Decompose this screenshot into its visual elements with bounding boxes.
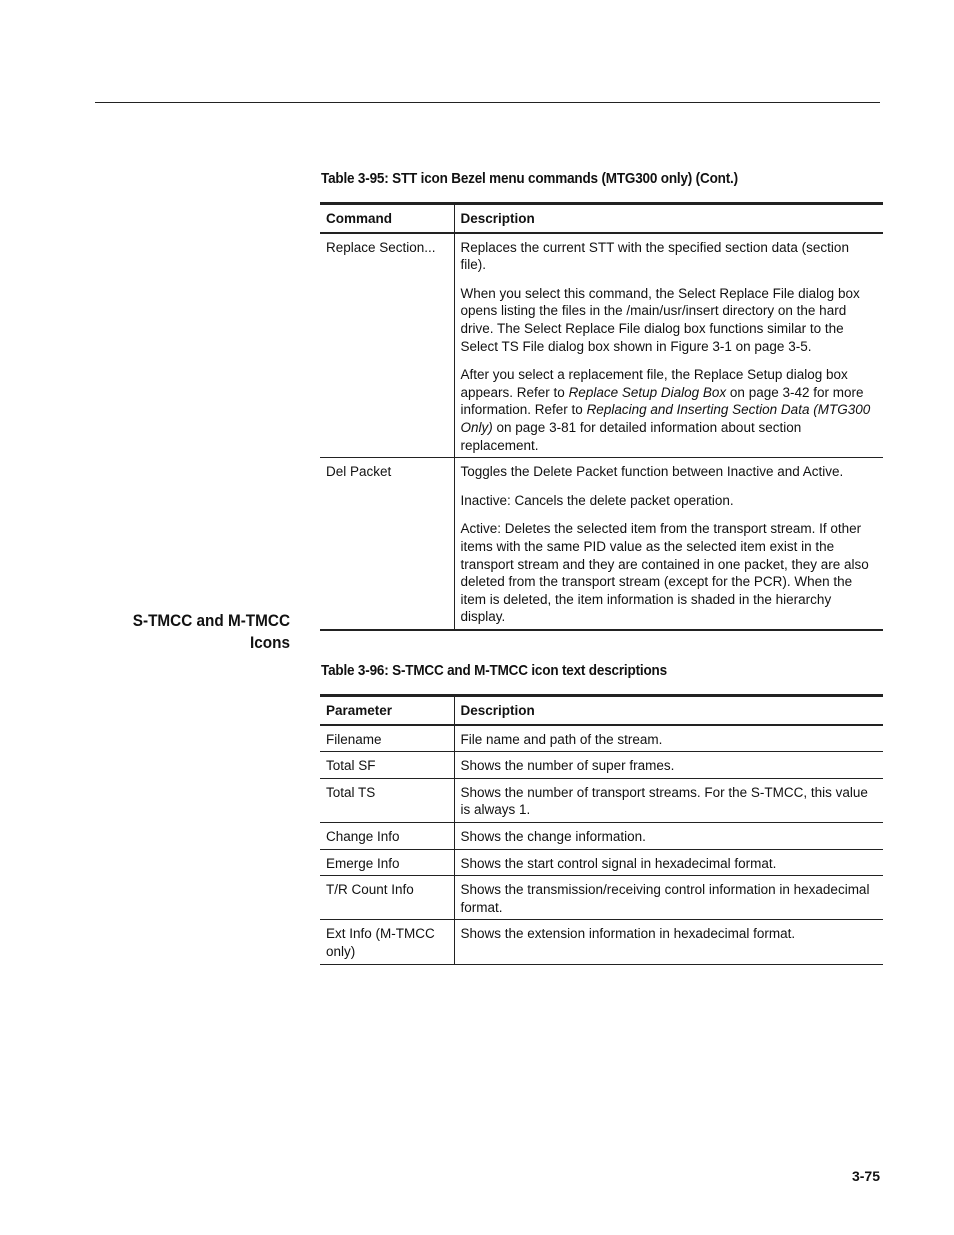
- command-cell: Replace Section...: [320, 233, 454, 458]
- description-cell: [454, 233, 883, 458]
- parameter-cell: Total TS: [320, 778, 454, 822]
- column-header: Parameter: [320, 696, 454, 725]
- commands-table: [320, 202, 883, 631]
- parameter-cell: Total SF: [320, 752, 454, 779]
- cross-reference: Replace Setup Dialog Box: [568, 384, 727, 400]
- table-row: [320, 752, 883, 779]
- parameter-cell: T/R Count Info: [320, 876, 454, 920]
- column-header: Description: [454, 696, 883, 725]
- command-cell: Del Packet: [320, 458, 454, 630]
- table-row: [320, 920, 883, 964]
- table-caption: Table 3-96: S-TMCC and M-TMCC icon text descriptions: [321, 662, 667, 679]
- table-row: [320, 778, 883, 822]
- description-cell: File name and path of the stream.: [454, 725, 883, 752]
- parameter-cell: Emerge Info: [320, 849, 454, 876]
- parameter-cell: Ext Info (M-TMCC only): [320, 920, 454, 964]
- description-cell: Shows the number of super frames.: [454, 752, 883, 779]
- description-cell: Shows the number of transport streams. For the S-TMCC, this value is always 1.: [454, 778, 883, 822]
- section-heading: S-TMCC and M-TMCC Icons: [132, 611, 290, 652]
- text-run: After you select a replacement file, the Replace Setup dialog box appears. Refer to: [460, 367, 848, 400]
- cross-reference: Replacing and Inserting Section Data (MTG300 Only): [460, 402, 871, 435]
- description-cell: Shows the transmission/receiving control information in hexadecimal format.: [454, 876, 883, 920]
- table-caption: Table 3-95: STT icon Bezel menu commands (MTG300 only) (Cont.): [321, 170, 738, 187]
- table-row: [320, 876, 883, 920]
- description-paragraph: Active: Deletes the selected item from the transport stream. If other items with the same PID value as the selected item exist in the transport stream and they are contained in one packet, they are also deleted from the transport stream (except for the PCR). When the item is deleted, the item information is shaded in the hierarchy display.: [460, 521, 869, 625]
- table-row: [320, 725, 883, 752]
- table-header-row: [320, 204, 883, 233]
- description-paragraph: Replaces the current STT with the specified section data (section file).: [460, 239, 849, 273]
- description-paragraph: Inactive: Cancels the delete packet operation.: [460, 492, 734, 508]
- table-row: [320, 822, 883, 849]
- table-row: [320, 233, 883, 458]
- description-cell: Shows the extension information in hexadecimal format.: [454, 920, 883, 964]
- description-paragraph: Toggles the Delete Packet function between Inactive and Active.: [460, 464, 844, 480]
- table-row: [320, 458, 883, 630]
- parameters-table: [320, 694, 883, 965]
- table-header-row: [320, 696, 883, 725]
- description-cell: [454, 458, 883, 630]
- page-number: 3-75: [851, 1168, 880, 1184]
- description-cell: Shows the change information.: [454, 822, 883, 849]
- column-header: Description: [454, 204, 883, 233]
- text-run: on page 3-81 for detailed information about section replacement.: [460, 419, 802, 453]
- description-paragraph: When you select this command, the Select Replace File dialog box opens listing the files in the /main/usr/insert directory on the hard drive. The Select Replace File dialog box functions similar to the Select TS File dialog box shown in Figure 3-1 on page 3-5.: [460, 285, 860, 354]
- column-header: Command: [320, 204, 454, 233]
- parameter-cell: Change Info: [320, 822, 454, 849]
- description-paragraph: [461, 366, 878, 454]
- table-row: [320, 849, 883, 876]
- text-run: on page 3-42 for more information. Refer to: [460, 384, 864, 418]
- parameter-cell: Filename: [320, 725, 454, 752]
- header-rule: [95, 102, 880, 103]
- description-cell: Shows the start control signal in hexadecimal format.: [454, 849, 883, 876]
